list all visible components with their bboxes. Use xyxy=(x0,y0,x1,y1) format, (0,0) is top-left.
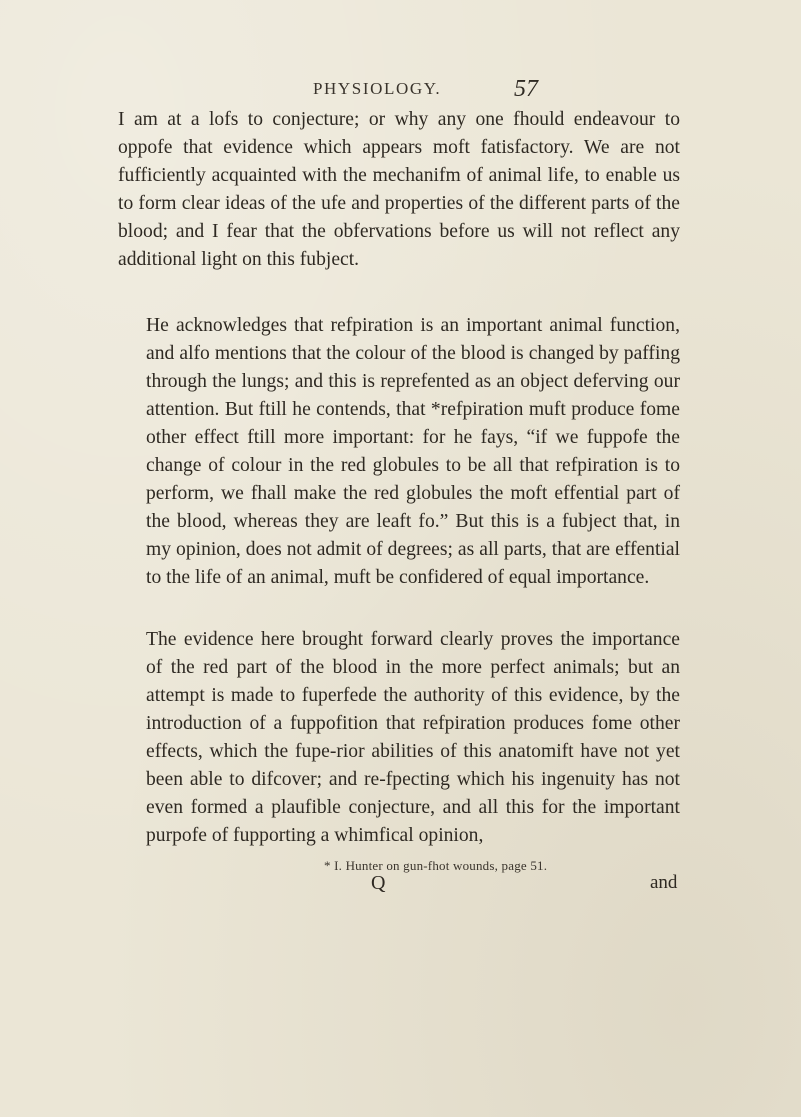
paragraph-1-text: I am at a lofs to conjecture; or why any one fhould endeavour to oppofe that evidence which appears moft fatisfactory. We are not fufficiently acquainted with the mechanifm of animal life, to enable us to form clear ideas of the ufe and properties of the different parts of the blood; and I fear that the obfervations before us will not reflect any additional light on this fubject. xyxy=(118,109,680,270)
catchword: and xyxy=(650,872,678,893)
paragraph-3 xyxy=(118,626,680,850)
paragraph-2 xyxy=(118,312,680,592)
paragraph-1 xyxy=(118,106,680,274)
running-title: PHYSIOLOGY. xyxy=(313,79,442,98)
signature-mark: Q xyxy=(371,872,386,894)
footnote: * I. Hunter on gun-fhot wounds, page 51. xyxy=(324,858,548,873)
paragraph-3-text: The evidence here brought forward clearly proves the importance of the red part of the blood in the more perfect animals; but an attempt is made to fuperfede the authority of this evidence, by the introduction of a fuppofition that refpiration produces fome other effects, which the fupe-rior abilities of this anatomift have not yet been able to difcover; and re-fpecting which his ingenuity has not even formed a plaufible conjecture, and all this for the important purpofe of fupporting a whimfical opinion, xyxy=(146,629,680,846)
page-number: 57 xyxy=(514,76,538,102)
paragraph-2-text: He acknowledges that refpiration is an important animal function, and alfo mentions that the colour of the blood is changed by paffing through the lungs; and this is reprefented as an object deferving our attention. But ftill he contends, that *refpiration muft produce fome other effect ftill more important: for he fays, “if we fuppofe the change of colour in the red globules to be all that refpiration is to perform, we fhall make the red globules the moft effential part of the blood, whereas they are leaft fo.” But this is a fubject that, in my opinion, does not admit of degrees; as all parts, that are effential to the life of an animal, muft be confidered of equal importance. xyxy=(146,315,680,588)
